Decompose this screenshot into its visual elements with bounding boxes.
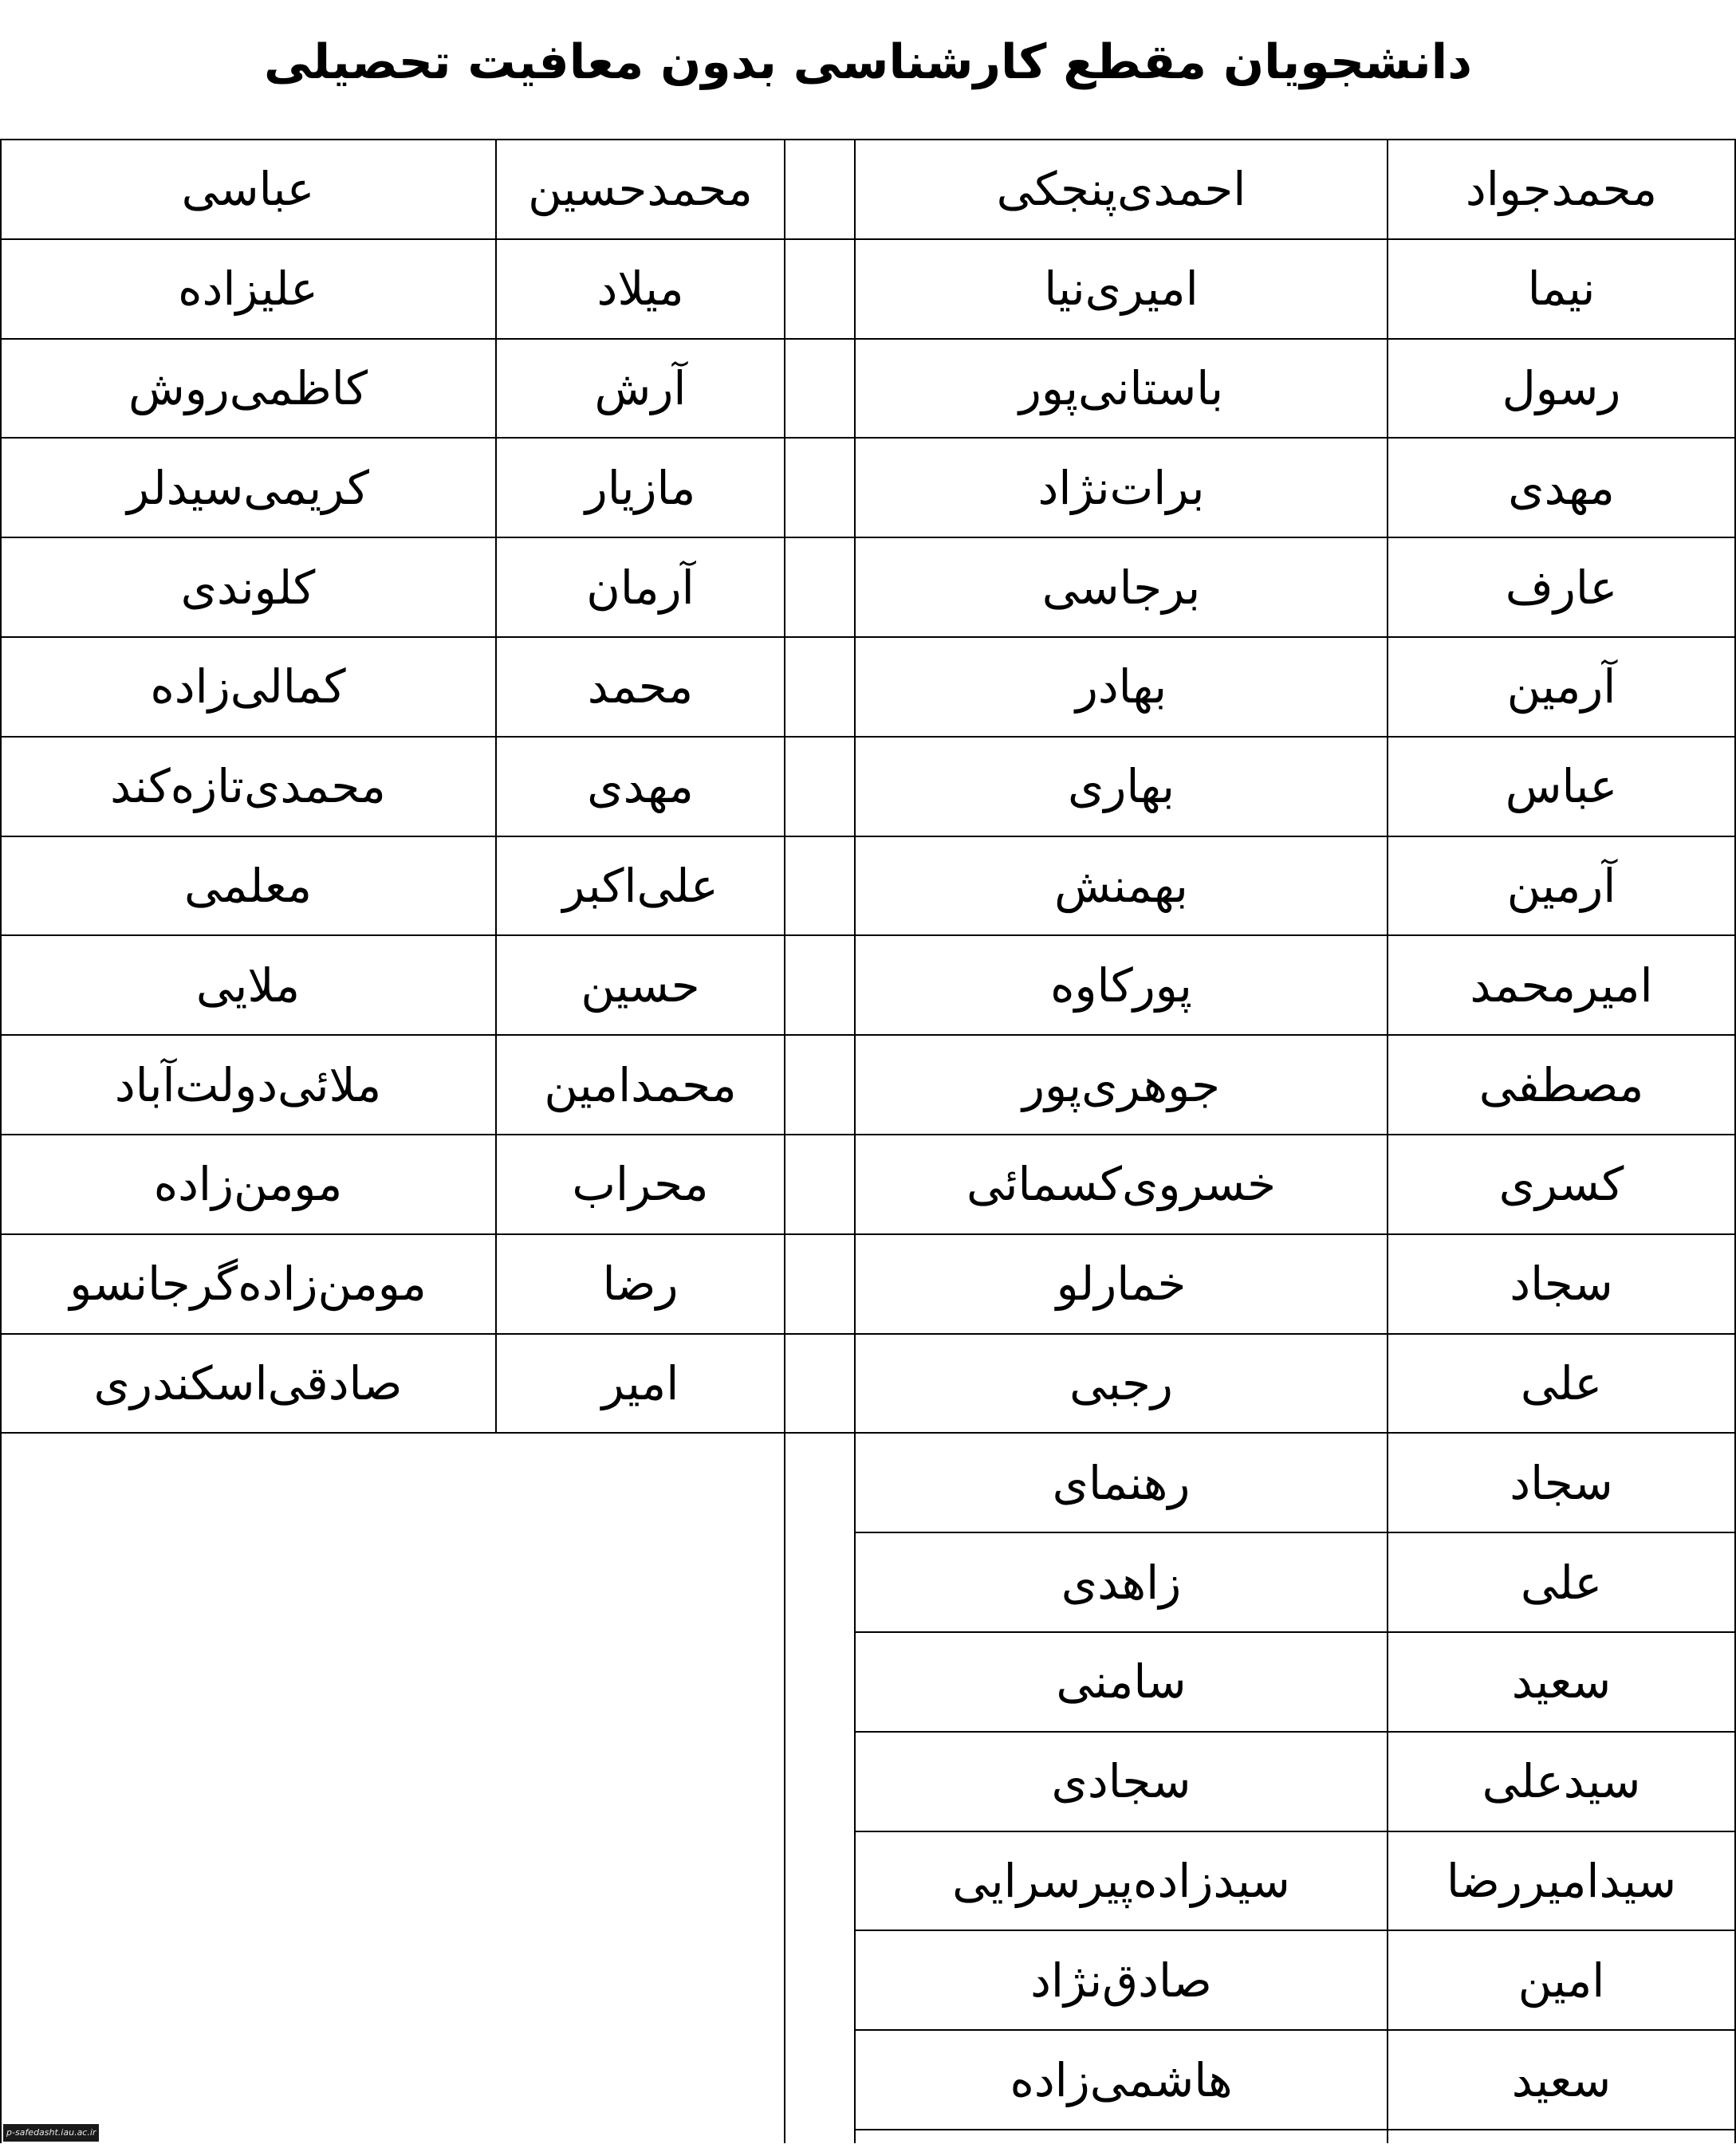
- left-first-name-cell: آرش: [594, 360, 687, 415]
- right-last-name-cell: سجادی: [1051, 1754, 1191, 1809]
- left-last-name-cell: محمدی‌تازه‌کند: [110, 759, 386, 814]
- right-first-name-cell: سیدعلی: [1482, 1754, 1641, 1809]
- left-first-name-cell: مهدی: [587, 759, 694, 814]
- left-last-name-cell: مومن‌زاده: [153, 1157, 343, 1212]
- left-first-name-cell: آرمان: [586, 560, 695, 615]
- right-first-name-cell: نیما: [1527, 262, 1596, 317]
- right-first-name-cell: مصطفی: [1478, 1057, 1644, 1112]
- left-first-name-cell: حسین: [581, 958, 700, 1013]
- right-first-name-cell: رسول: [1502, 360, 1621, 415]
- right-first-name-cell: آرمین: [1506, 659, 1616, 714]
- left-last-name-cell: ملائی‌دولت‌آباد: [114, 1057, 382, 1112]
- right-last-name-cell: پورکاوه: [1050, 958, 1192, 1013]
- right-last-name-cell: رجبی: [1069, 1355, 1173, 1410]
- left-last-name-cell: معلمی: [183, 858, 313, 913]
- right-last-name-cell: خسروی‌کسمائی: [966, 1157, 1277, 1212]
- right-last-name-cell: سامنی: [1056, 1654, 1187, 1709]
- left-first-name-cell: علی‌اکبر: [562, 858, 718, 913]
- right-last-name-cell: برجاسی: [1041, 560, 1201, 615]
- left-last-name-cell: مومن‌زاده‌گرجانسو: [69, 1257, 427, 1312]
- right-first-name-cell: محمدجواد: [1465, 162, 1658, 217]
- left-first-name-cell: میلاد: [596, 262, 684, 317]
- right-first-name-cell: سجاد: [1510, 1257, 1613, 1312]
- watermark-text: p-safedasht.iau.ac.ir: [3, 2124, 99, 2142]
- right-first-name-cell: عارف: [1505, 560, 1618, 615]
- right-first-name-cell: علی: [1520, 1355, 1603, 1410]
- right-last-name-cell: جوهری‌پور: [1022, 1057, 1220, 1112]
- right-last-name-cell: سیدزاده‌پیرسرایی: [952, 1853, 1290, 1908]
- left-first-name-cell: محمدحسین: [528, 162, 753, 217]
- right-first-name-cell: مهدی: [1508, 460, 1615, 515]
- left-first-name-cell: مازیار: [585, 460, 696, 515]
- right-last-name-cell: باستانی‌پور: [1018, 360, 1224, 415]
- left-first-name-cell: محمدامین: [544, 1057, 737, 1112]
- right-first-name-cell: سجاد: [1510, 1455, 1613, 1510]
- left-last-name-cell: ملایی: [195, 958, 301, 1013]
- right-last-name-cell: هاشمی‌زاده: [1010, 2052, 1233, 2107]
- left-first-name-cell: رضا: [602, 1257, 679, 1312]
- right-last-name-cell: بهادر: [1075, 659, 1167, 714]
- left-first-name-cell: امیر: [601, 1355, 679, 1410]
- right-last-name-cell: بهمنش: [1054, 858, 1188, 913]
- left-first-name-cell: محراب: [572, 1157, 709, 1212]
- right-last-name-cell: زاهدی: [1061, 1555, 1182, 1610]
- right-first-name-cell: سیدامیررضا: [1446, 1853, 1677, 1908]
- left-last-name-cell: کلوندی: [180, 560, 316, 615]
- left-last-name-cell: کمالی‌زاده: [150, 659, 346, 714]
- right-last-name-cell: خمارلو: [1056, 1257, 1187, 1312]
- right-last-name-cell: امیری‌نیا: [1044, 262, 1199, 317]
- right-first-name-cell: سعید: [1511, 1654, 1612, 1709]
- right-last-name-cell: بهاری: [1068, 759, 1175, 814]
- left-last-name-cell: علیزاده: [178, 262, 318, 317]
- left-last-name-cell: کریمی‌سیدلر: [127, 460, 369, 515]
- right-first-name-cell: آرمین: [1506, 858, 1616, 913]
- right-last-name-cell: صادق‌نژاد: [1030, 1953, 1212, 2008]
- left-first-name-cell: محمد: [587, 659, 694, 714]
- right-last-name-cell: احمدی‌پنجکی: [996, 162, 1246, 217]
- right-first-name-cell: سعید: [1511, 2052, 1612, 2107]
- left-last-name-cell: کاظمی‌روش: [128, 360, 368, 415]
- right-first-name-cell: علی: [1520, 1555, 1603, 1610]
- right-first-name-cell: کسری: [1498, 1157, 1624, 1212]
- right-last-name-cell: برات‌نژاد: [1037, 460, 1205, 515]
- left-last-name-cell: صادقی‌اسکندری: [93, 1355, 403, 1410]
- right-first-name-cell: عباس: [1505, 759, 1618, 814]
- right-last-name-cell: رهنمای: [1052, 1455, 1191, 1510]
- right-first-name-cell: امیرمحمد: [1470, 958, 1653, 1013]
- page-title: دانشجویان مقطع کارشناسی بدون معافیت تحصیلی: [263, 34, 1473, 90]
- right-first-name-cell: امین: [1518, 1953, 1605, 2008]
- left-last-name-cell: عباسی: [181, 162, 315, 217]
